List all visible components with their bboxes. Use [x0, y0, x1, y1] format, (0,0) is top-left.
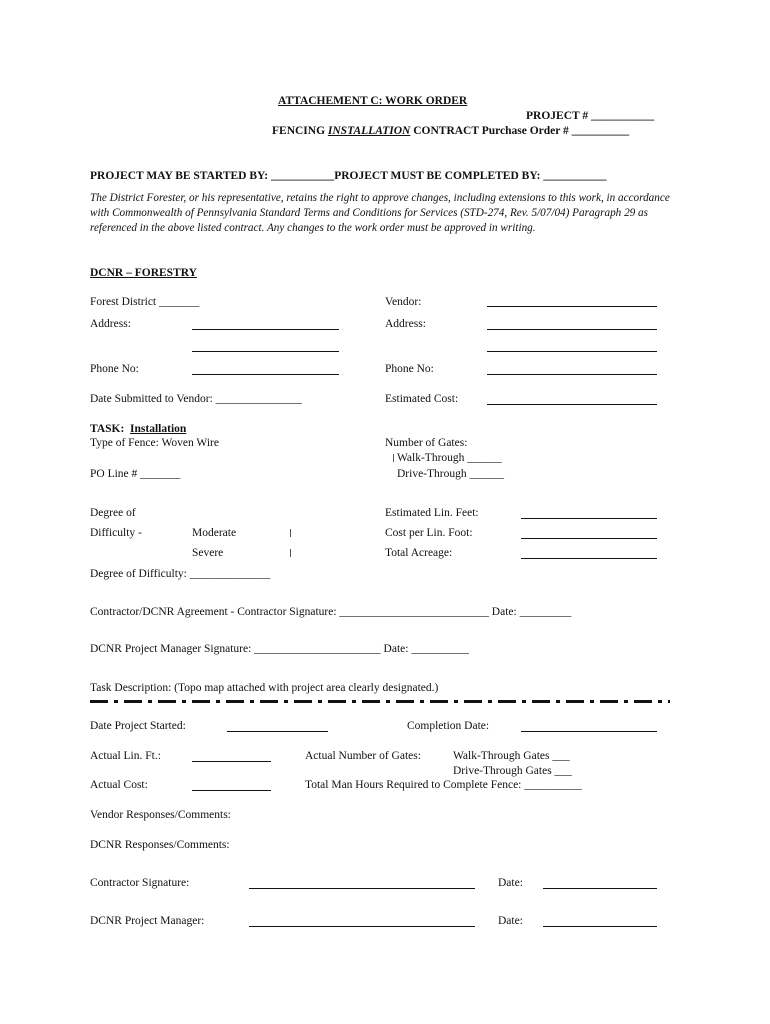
degree-of-difficulty-summary: Degree of Difficulty: ______________ — [90, 568, 271, 580]
actual-cost-line[interactable] — [192, 790, 271, 791]
form-title: ATTACHEMENT C: WORK ORDER — [278, 95, 468, 107]
difficulty-label: Difficulty - — [90, 527, 142, 539]
task-label: TASK: — [90, 423, 125, 435]
severe-option: Severe — [192, 547, 224, 559]
project-number: PROJECT # ___________ — [526, 110, 655, 122]
walk-through-gates: Walk-Through ______ — [397, 452, 502, 464]
estimated-lin-feet-label: Estimated Lin. Feet: — [385, 507, 479, 519]
dashed-separator — [90, 700, 670, 703]
address-label-left: Address: — [90, 318, 131, 330]
contract-purchase-order — [272, 124, 629, 138]
address-line-2-left[interactable] — [192, 351, 339, 352]
terms-paragraph: The District Forester, or his representative, retains the right to approve changes, including extensions to this work, in accordance with Commonwealth of Pennsylvania Standard Terms and Conditions for Services (STD-274, Rev. 5/07/04) Paragraph 29 as referenced in the above listed contract. Any changes to the work order must be approved in writing. — [90, 192, 670, 235]
forest-district-label: Forest District _______ — [90, 296, 200, 308]
completion-date-line[interactable] — [521, 731, 657, 732]
total-acreage-line[interactable] — [521, 558, 657, 559]
contractor-date-label: Date: — [498, 877, 523, 889]
address-label-right: Address: — [385, 318, 426, 330]
task-heading — [90, 422, 186, 436]
checkbox-moderate[interactable] — [290, 529, 291, 537]
project-dates-line: PROJECT MAY BE STARTED BY: ___________PROJECT MUST BE COMPLETED BY: ___________ — [90, 170, 607, 182]
total-acreage-label: Total Acreage: — [385, 547, 453, 559]
date-submitted-label: Date Submitted to Vendor: _______________ — [90, 393, 302, 405]
pm-signature-line: DCNR Project Manager Signature: ______________________ Date: __________ — [90, 643, 469, 655]
pm-date-label: Date: — [498, 915, 523, 927]
contractor-signature-label: Contractor Signature: — [90, 877, 190, 889]
degree-of-label: Degree of — [90, 507, 136, 519]
date-started-line[interactable] — [227, 731, 328, 732]
number-of-gates-label: Number of Gates: — [385, 437, 468, 449]
phone-label-right: Phone No: — [385, 363, 434, 375]
estimated-cost-line[interactable] — [487, 404, 657, 405]
cost-per-foot-label: Cost per Lin. Foot: — [385, 527, 473, 539]
contract-suffix: CONTRACT Purchase Order # __________ — [410, 125, 630, 137]
section-heading: DCNR – FORESTRY — [90, 267, 197, 279]
drive-through-gates: Drive-Through ______ — [397, 468, 504, 480]
pm-date-line[interactable] — [543, 926, 657, 927]
checkbox-walk-through[interactable] — [393, 454, 394, 462]
contractor-date-line[interactable] — [543, 888, 657, 889]
date-started-label: Date Project Started: — [90, 720, 186, 732]
actual-cost-label: Actual Cost: — [90, 779, 148, 791]
task-description: Task Description: (Topo map attached with project area clearly designated.) — [90, 682, 439, 694]
moderate-option: Moderate — [192, 527, 237, 539]
agreement-line: Contractor/DCNR Agreement - Contractor Signature: __________________________ Date: _________ — [90, 606, 572, 618]
contract-prefix: FENCING — [272, 125, 328, 137]
phone-label-left: Phone No: — [90, 363, 139, 375]
actual-lin-ft-label: Actual Lin. Ft.: — [90, 750, 161, 762]
pm-signature-final-line[interactable] — [249, 926, 475, 927]
phone-line-left[interactable] — [192, 374, 339, 375]
actual-walk-through: Walk-Through Gates ___ — [453, 750, 570, 762]
contract-emphasis: INSTALLATION — [327, 125, 411, 137]
contractor-signature-line[interactable] — [249, 888, 475, 889]
actual-gates-label: Actual Number of Gates: — [305, 750, 421, 762]
vendor-comments-label: Vendor Responses/Comments: — [90, 809, 231, 821]
address-line-1-right[interactable] — [487, 329, 657, 330]
actual-drive-through: Drive-Through Gates ___ — [453, 765, 572, 777]
man-hours-label: Total Man Hours Required to Complete Fence: __________ — [305, 779, 582, 791]
pm-label: DCNR Project Manager: — [90, 915, 205, 927]
address-line-1-left[interactable] — [192, 329, 339, 330]
task-value: Installation — [130, 423, 187, 435]
actual-lin-ft-line[interactable] — [192, 761, 271, 762]
po-line: PO Line # _______ — [90, 468, 181, 480]
checkbox-severe[interactable] — [290, 549, 291, 557]
vendor-label: Vendor: — [385, 296, 422, 308]
vendor-line[interactable] — [487, 306, 657, 307]
dcnr-comments-label: DCNR Responses/Comments: — [90, 839, 230, 851]
completion-date-label: Completion Date: — [407, 720, 490, 732]
phone-line-right[interactable] — [487, 374, 657, 375]
estimated-cost-label: Estimated Cost: — [385, 393, 459, 405]
fence-type: Type of Fence: Woven Wire — [90, 437, 219, 449]
address-line-2-right[interactable] — [487, 351, 657, 352]
cost-per-foot-line[interactable] — [521, 538, 657, 539]
estimated-lin-feet-line[interactable] — [521, 518, 657, 519]
